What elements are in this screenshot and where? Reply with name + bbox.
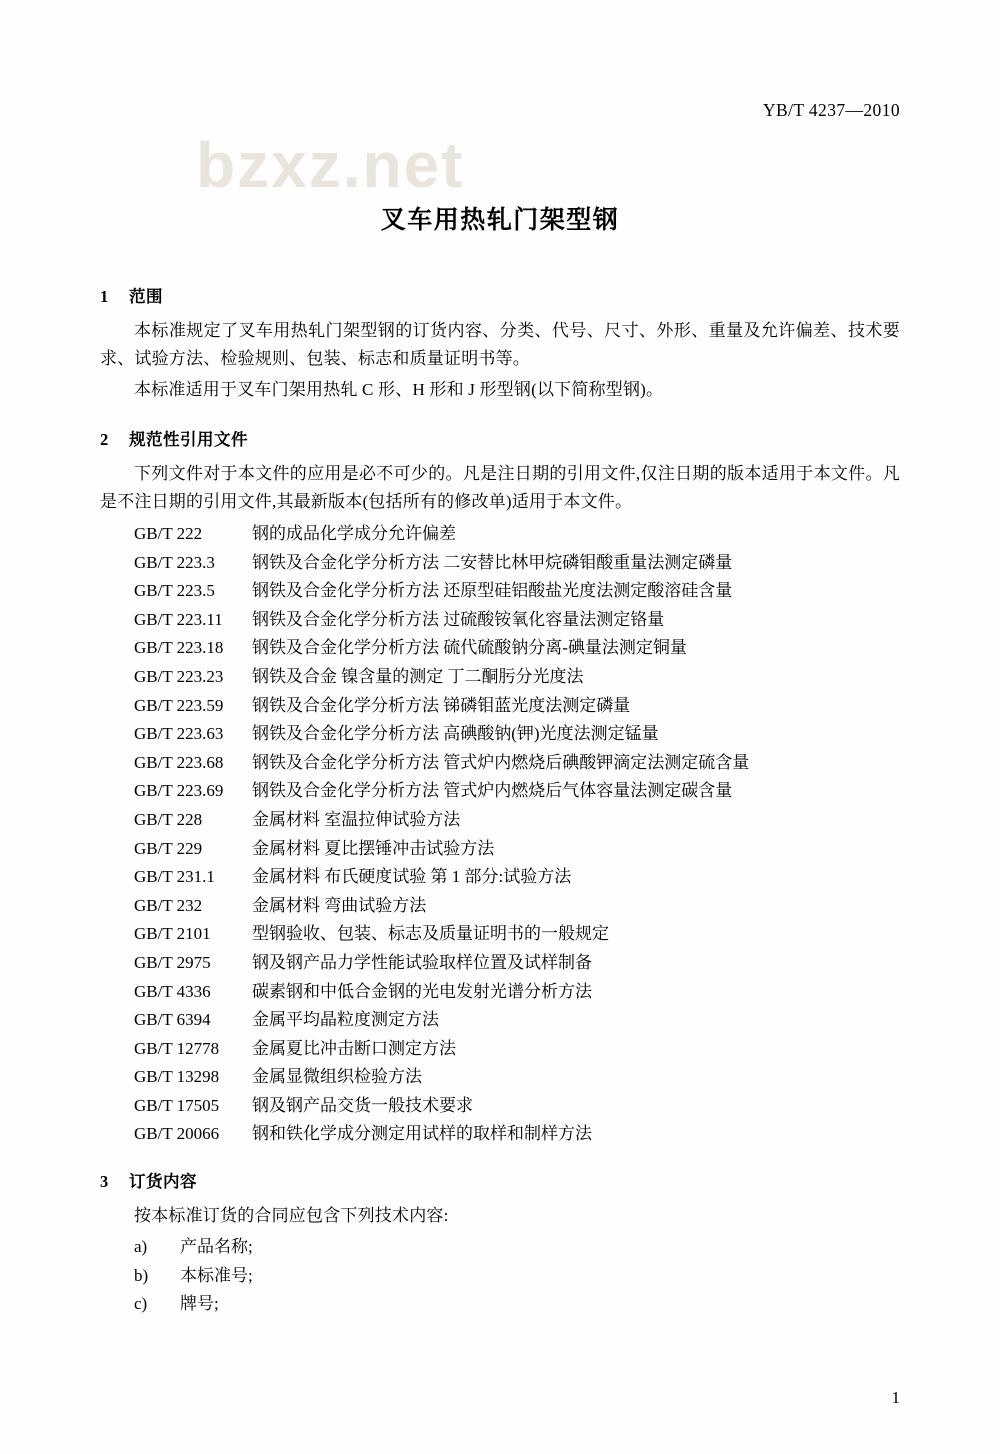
reference-title: 钢和铁化学成分测定用试样的取样和制样方法 xyxy=(252,1124,592,1144)
list-item xyxy=(100,520,900,549)
item-text: 牌号; xyxy=(180,1294,219,1314)
reference-title: 碳素钢和中低合金钢的光电发射光谱分析方法 xyxy=(252,981,592,1001)
reference-code: GB/T 228 xyxy=(134,809,203,829)
reference-title: 型钢验收、包装、标志及质量证明书的一般规定 xyxy=(252,924,609,944)
list-item xyxy=(100,1233,900,1262)
reference-title: 钢铁及合金化学分析方法 过硫酸铵氧化容量法测定铬量 xyxy=(252,609,665,629)
list-item xyxy=(100,577,900,606)
section-heading-2 xyxy=(100,426,900,450)
reference-title: 钢铁及合金化学分析方法 管式炉内燃烧后气体容量法测定碳含量 xyxy=(252,781,733,801)
section-number-2: 2 xyxy=(100,430,109,449)
item-text: 本标准号; xyxy=(180,1265,253,1285)
reference-code: GB/T 223.63 xyxy=(134,724,224,744)
reference-title: 钢及钢产品力学性能试验取样位置及试样制备 xyxy=(252,952,592,972)
list-item xyxy=(100,692,900,721)
list-item xyxy=(100,1262,900,1291)
section-title-1: 范围 xyxy=(129,287,163,306)
list-item xyxy=(100,1006,900,1035)
spacer xyxy=(100,1149,900,1168)
list-item xyxy=(100,949,900,978)
list-item xyxy=(100,663,900,692)
reference-code: GB/T 229 xyxy=(134,838,203,858)
list-item xyxy=(100,978,900,1007)
list-item xyxy=(100,1092,900,1121)
normative-references-list xyxy=(100,520,900,1149)
section-2-paragraph-1: 下列文件对于本文件的应用是必不可少的。凡是注日期的引用文件,仅注日期的版本适用于本文件。凡是不注日期的引用文件,其最新版本(包括所有的修改单)适用于本文件。 xyxy=(100,464,900,511)
reference-code: GB/T 223.59 xyxy=(134,695,224,715)
reference-title: 钢铁及合金化学分析方法 管式炉内燃烧后碘酸钾滴定法测定硫含量 xyxy=(252,752,750,772)
reference-title: 金属材料 布氏硬度试验 第 1 部分:试验方法 xyxy=(252,867,572,887)
section-number-3: 3 xyxy=(100,1172,109,1192)
list-item xyxy=(100,749,900,778)
reference-title: 钢铁及合金化学分析方法 硫代硫酸钠分离-碘量法测定铜量 xyxy=(252,638,687,658)
list-item xyxy=(100,1063,900,1092)
list-item xyxy=(100,806,900,835)
reference-title: 钢及钢产品交货一般技术要求 xyxy=(252,1095,473,1115)
reference-code: GB/T 4336 xyxy=(134,981,211,1001)
reference-title: 钢铁及合金化学分析方法 锑磷钼蓝光度法测定磷量 xyxy=(252,695,631,715)
order-content-list xyxy=(100,1233,900,1319)
list-item xyxy=(100,863,900,892)
reference-title: 金属平均晶粒度测定方法 xyxy=(252,1010,439,1030)
list-item xyxy=(100,892,900,921)
section-1-paragraph-2: 本标准适用于叉车门架用热轧 C 形、H 形和 J 形型钢(以下简称型钢)。 xyxy=(134,380,664,399)
reference-title: 钢铁及合金化学分析方法 二安替比林甲烷磷钼酸重量法测定磷量 xyxy=(252,552,733,572)
list-item xyxy=(100,634,900,663)
reference-code: GB/T 6394 xyxy=(134,1010,211,1030)
reference-title: 钢铁及合金化学分析方法 还原型硅铝酸盐光度法测定酸溶硅含量 xyxy=(252,581,733,601)
reference-title: 金属材料 夏比摆锤冲击试验方法 xyxy=(252,838,495,858)
reference-code: GB/T 223.69 xyxy=(134,781,224,801)
reference-code: GB/T 223.11 xyxy=(134,609,223,629)
watermark-text: bzxz.net xyxy=(196,129,465,201)
list-item xyxy=(100,1290,900,1319)
reference-code: GB/T 20066 xyxy=(134,1124,220,1144)
reference-code: GB/T 17505 xyxy=(134,1095,220,1115)
item-text: 产品名称; xyxy=(180,1237,253,1257)
section-title-2: 规范性引用文件 xyxy=(129,430,248,449)
list-item xyxy=(100,777,900,806)
reference-code: GB/T 13298 xyxy=(134,1067,220,1087)
item-label: c) xyxy=(134,1294,148,1314)
reference-code: GB/T 223.18 xyxy=(134,638,224,658)
section-heading-3 xyxy=(100,1168,900,1192)
list-item xyxy=(100,606,900,635)
section-heading-1 xyxy=(100,283,900,307)
reference-code: GB/T 231.1 xyxy=(134,867,215,887)
reference-title: 金属材料 室温拉伸试验方法 xyxy=(252,809,461,829)
reference-code: GB/T 223.3 xyxy=(134,552,215,572)
section-3-paragraph-1: 按本标准订货的合同应包含下列技术内容: xyxy=(134,1206,449,1226)
section-1-paragraph-1: 本标准规定了叉车用热轧门架型钢的订货内容、分类、代号、尺寸、外形、重量及允许偏差、技术要求、试验方法、检验规则、包装、标志和质量证明书等。 xyxy=(100,321,900,368)
list-item xyxy=(100,1120,900,1149)
page-title: 叉车用热轧门架型钢 xyxy=(380,207,620,234)
document-body xyxy=(100,283,900,1319)
reference-code: GB/T 223.5 xyxy=(134,581,215,601)
reference-title: 钢铁及合金 镍含量的测定 丁二酮肟分光度法 xyxy=(252,666,584,686)
item-label: a) xyxy=(134,1237,148,1257)
item-label: b) xyxy=(134,1265,149,1285)
reference-code: GB/T 222 xyxy=(134,524,203,543)
list-item xyxy=(100,920,900,949)
standard-number: YB/T 4237—2010 xyxy=(762,100,900,120)
reference-code: GB/T 232 xyxy=(134,895,203,915)
reference-code: GB/T 2101 xyxy=(134,924,211,944)
reference-title: 金属夏比冲击断口测定方法 xyxy=(252,1038,456,1058)
page-number: 1 xyxy=(891,1388,900,1407)
list-item xyxy=(100,835,900,864)
list-item xyxy=(100,720,900,749)
section-title-3: 订货内容 xyxy=(129,1172,197,1192)
reference-code: GB/T 12778 xyxy=(134,1038,220,1058)
list-item xyxy=(100,549,900,578)
list-item xyxy=(100,1035,900,1064)
reference-code: GB/T 223.68 xyxy=(134,752,224,772)
section-number-1: 1 xyxy=(100,287,109,306)
reference-code: GB/T 223.23 xyxy=(134,666,224,686)
reference-title: 钢铁及合金化学分析方法 高碘酸钠(钾)光度法测定锰量 xyxy=(252,724,659,744)
reference-title: 金属材料 弯曲试验方法 xyxy=(252,895,427,915)
reference-title: 钢的成品化学成分允许偏差 xyxy=(252,524,456,543)
spacer xyxy=(100,407,900,426)
reference-title: 金属显微组织检验方法 xyxy=(252,1067,422,1087)
reference-code: GB/T 2975 xyxy=(134,952,211,972)
